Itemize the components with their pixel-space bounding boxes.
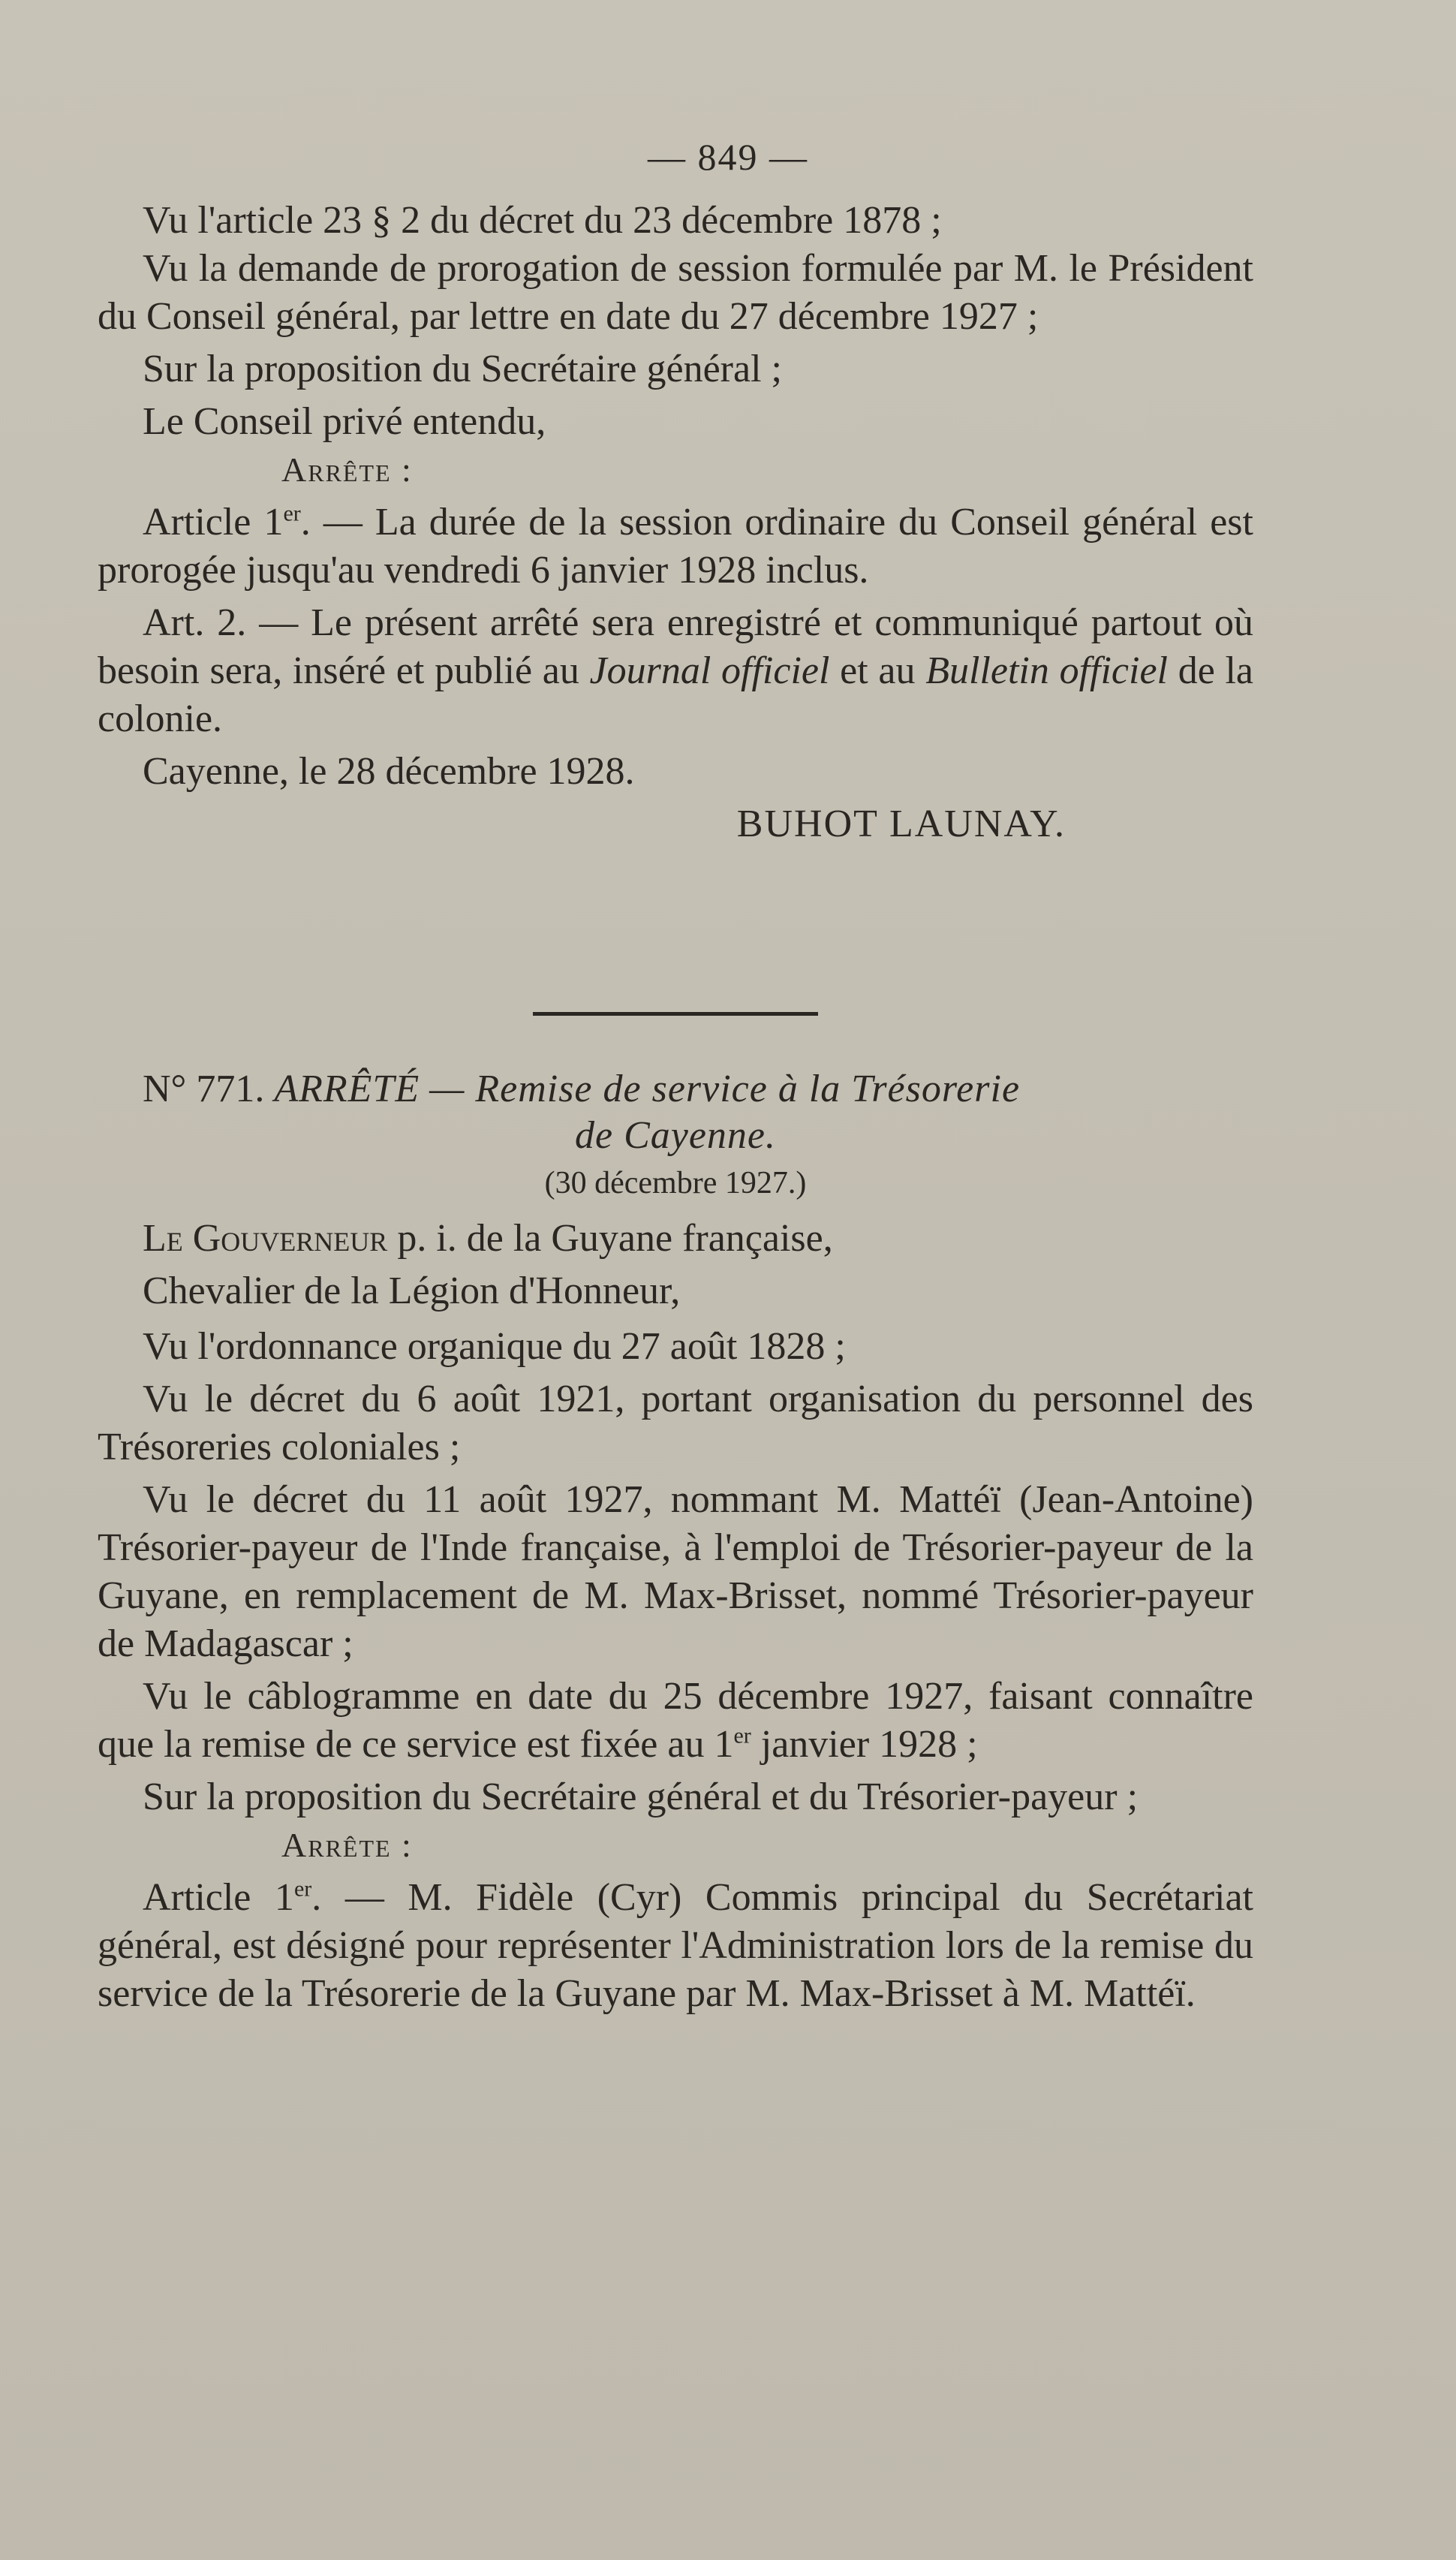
signature: BUHOT LAUNAY. (736, 803, 1066, 845)
arrete-heading: Arrête : (281, 1826, 413, 1864)
page-number: — 849 — (648, 136, 808, 178)
arrete-date: (30 décembre 1927.) (544, 1166, 807, 1200)
article-1: Article 1er. — M. Fidèle (Cyr) Commis principal du Secrétariat général, est désigné pour représenter l'Administration lors de la remise du service de la Trésorerie de la Guyane par M. Max-Brisset à M. Mattéï. (98, 1876, 1253, 2015)
paragraph: Vu le câblogramme en date du 25 décembre 1927, faisant connaître que la remise de ce service est fixée au 1er janvier 1928 ; (98, 1675, 1253, 1766)
paragraph: Vu le décret du 11 août 1927, nommant M. Mattéï (Jean-Antoine) Trésorier-payeur de l'Inde française, à l'emploi de Trésorier-payeur de la Guyane, en remplacement de M. Max-Brisset, nommé Trésorier-payeur de Madagascar ; (98, 1478, 1253, 1665)
separator-rule (533, 1012, 818, 1016)
paragraph: Vu le décret du 6 août 1921, portant organisation du personnel des Trésoreries coloniales ; (98, 1378, 1253, 1468)
paragraph: Chevalier de la Légion d'Honneur, (143, 1269, 681, 1312)
arrete-1-body (98, 197, 1253, 848)
arrete-title: N° 771. ARRÊTÉ — Remise de service à la Trésorerie (143, 1068, 1021, 1110)
paragraph: Sur la proposition du Secrétaire général et du Trésorier-payeur ; (143, 1775, 1139, 1818)
article-1: Article 1er. — La durée de la session ordinaire du Conseil général est prorogée jusqu'au vendredi 6 janvier 1928 inclus. (98, 501, 1253, 592)
paragraph: Vu l'article 23 § 2 du décret du 23 décembre 1878 ; (143, 199, 942, 242)
paragraph: Vu la demande de prorogation de session formulée par M. le Président du Conseil général, par lettre en date du 27 décembre 1927 ; (98, 247, 1253, 338)
paragraph: Sur la proposition du Secrétaire général ; (143, 348, 782, 390)
arrete-2-body (98, 1066, 1253, 2018)
paragraph: Le Conseil privé entendu, (143, 400, 546, 443)
paragraph: Le Gouverneur p. i. de la Guyane française, (143, 1217, 833, 1260)
paragraph: Vu l'ordonnance organique du 27 août 1828 ; (143, 1325, 846, 1368)
article-2: Art. 2. — Le présent arrêté sera enregistré et communiqué partout où besoin sera, inséré et publié au Journal officiel et au Bulletin officiel de la colonie. (98, 601, 1254, 740)
place-date: Cayenne, le 28 décembre 1928. (143, 750, 635, 793)
arrete-title-line2: de Cayenne. (574, 1114, 776, 1157)
arrete-heading: Arrête : (281, 450, 413, 489)
